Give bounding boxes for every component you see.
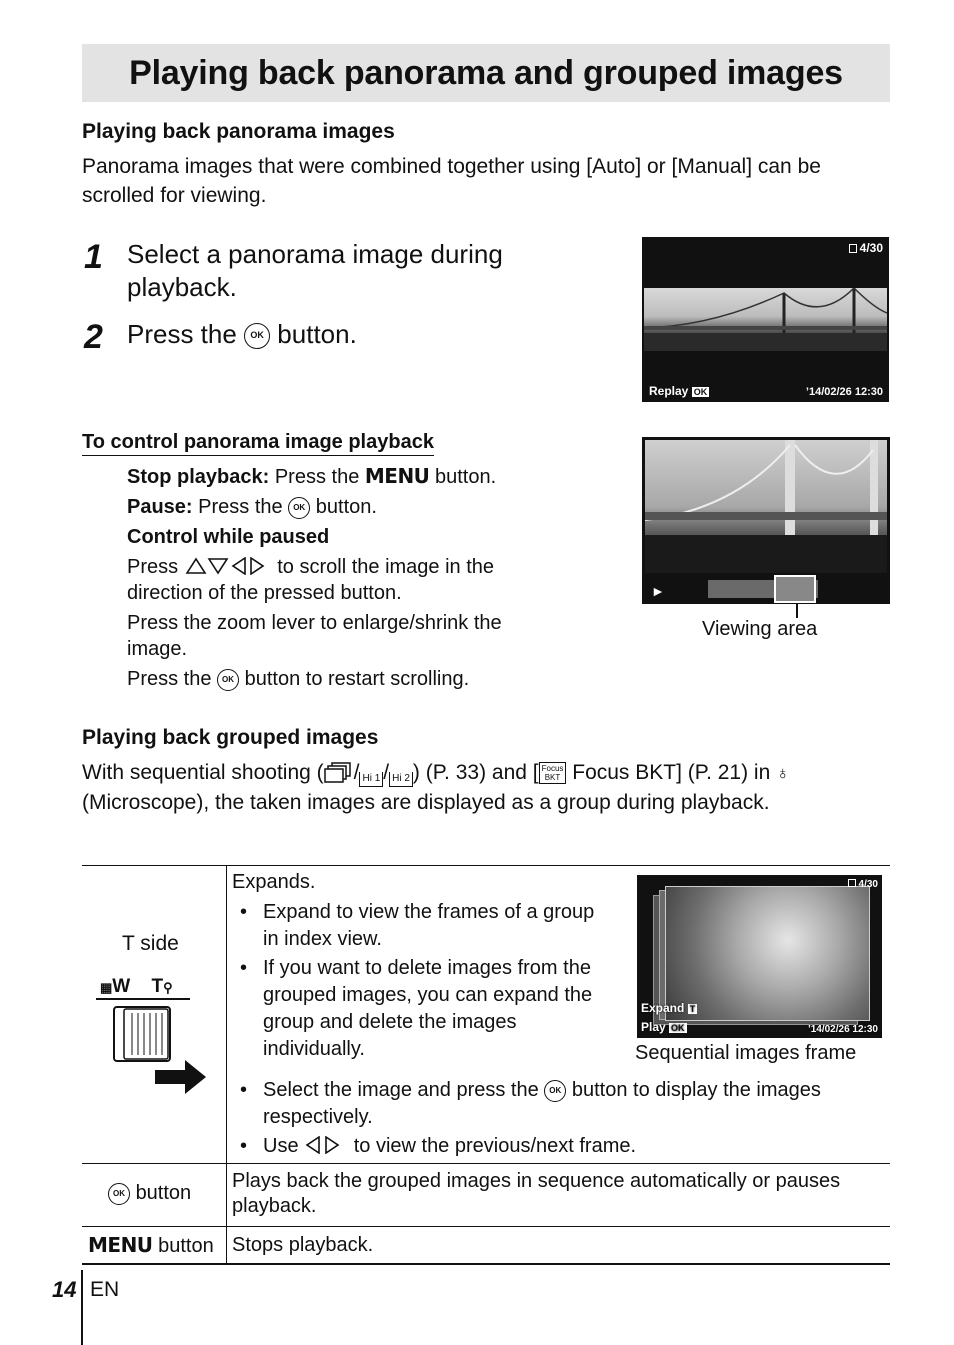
panorama-intro: Panorama images that were combined together using [Auto] or [Manual] can be scrolled for viewing. — [82, 155, 821, 207]
viewing-area-pointer — [796, 604, 798, 618]
sequential-screen — [637, 875, 882, 1038]
expand-label: Expand T — [641, 1001, 696, 1015]
footer-divider — [81, 1270, 83, 1345]
zoom-instruction: Press the zoom lever to enlarge/shrink the image. — [127, 612, 502, 660]
ok-button-icon: OK — [244, 323, 270, 349]
datetime: ’14/02/26 12:30 — [807, 1024, 878, 1035]
pause: Pause: Press the OK button. — [127, 496, 377, 518]
sequential-shooting-icon — [324, 761, 354, 783]
menu-button-description: Stops playback. — [232, 1234, 374, 1256]
table-bottom-rule — [82, 1263, 890, 1265]
expand-bullets-bottom — [232, 1077, 882, 1160]
microscope-icon: ♁ — [776, 763, 790, 783]
ok-button-icon: OK — [217, 669, 239, 691]
datetime: ’14/02/26 12:30 — [805, 386, 883, 398]
step-2-text: Press the OK button. — [127, 319, 357, 349]
left-right-arrows-icon — [304, 1136, 348, 1154]
replay-label: Replay OK — [649, 384, 708, 398]
ok-button-description: Plays back the grouped images in sequence automatically or pauses playback. — [232, 1170, 841, 1217]
focus-bkt-icon: Focus BKT — [539, 762, 567, 784]
control-heading: To control panorama image playback — [82, 431, 434, 456]
table-row-rule — [82, 1163, 890, 1164]
hi2-sequential-icon: Hi 2 — [389, 772, 413, 787]
step-1-number: 1 — [84, 238, 103, 276]
t-side-label: T side — [122, 932, 179, 955]
play-icon: ► — [651, 583, 665, 599]
ok-button-icon: OK — [108, 1183, 130, 1205]
bullet-item: • If you want to delete images from the grouped images, you can expand the group and delete the images individually. — [232, 955, 612, 1063]
stop-playback: Stop playback: Press the MENU button. — [127, 464, 497, 488]
menu-icon: MENU — [364, 464, 430, 488]
grouped-intro: With sequential shooting ( / Hi 1 / Hi 2 ) (P. 33) and [ Focus BKT Focus BKT] (P. 21) in ♁ (Microscope), the taken images are displayed as a group during playback. — [82, 761, 790, 814]
frame-counter: 4/30 — [849, 241, 883, 255]
scroll-instruction: Press to scroll the image in the direction of the pressed button. — [127, 556, 495, 604]
page-number: 14 — [52, 1277, 77, 1302]
table-row-rule — [82, 1226, 890, 1227]
hi1-sequential-icon: Hi 1 — [359, 772, 383, 787]
step-2-number: 2 — [84, 318, 103, 356]
play-label: Play OK — [641, 1020, 685, 1034]
arrow-keys-icon — [184, 557, 272, 575]
table-column-divider — [226, 865, 227, 1263]
magnify-icon: ⚲ — [163, 980, 173, 995]
expand-bullets — [232, 899, 612, 1063]
zoom-lever-labels: ▦W T⚲ — [100, 976, 173, 997]
bullet-item: • Expand to view the frames of a group in index view. — [232, 899, 612, 953]
viewing-area-box — [774, 575, 816, 603]
arrow-right-icon — [155, 1058, 207, 1096]
viewing-area-label: Viewing area — [702, 618, 818, 640]
ok-button-icon: OK — [288, 497, 310, 519]
index-icon: ▦ — [100, 980, 113, 995]
bullet-item: • Use to view the previous/next frame. — [232, 1133, 882, 1160]
sequential-frame-caption: Sequential images frame — [635, 1042, 857, 1064]
lever-guide-line — [96, 998, 190, 1000]
bridge-illustration — [644, 288, 887, 351]
group-icon — [848, 879, 856, 887]
zoomed-photo — [645, 440, 887, 573]
control-list — [127, 463, 567, 692]
menu-button-label: MENU button — [88, 1233, 214, 1257]
bridge-closeup-illustration — [645, 440, 887, 573]
title-bar — [82, 44, 890, 102]
panorama-photo — [644, 288, 887, 351]
bullet-item: • Select the image and press the OK button to display the images respectively. — [232, 1077, 882, 1131]
menu-icon: MENU — [88, 1233, 153, 1257]
panorama-screen — [642, 237, 889, 402]
table-top-rule — [82, 865, 890, 866]
ok-button-icon: OK — [544, 1080, 566, 1102]
grouped-heading: Playing back grouped images — [82, 726, 379, 749]
frame-counter: 4/30 — [848, 879, 878, 890]
language-label: EN — [90, 1278, 120, 1301]
card-icon — [849, 244, 857, 253]
scrolling-screen — [642, 437, 890, 604]
control-while-paused: Control while paused — [127, 526, 330, 548]
expands-cell: Expands. • Expand to view the frames of a group in index view. • If you want to delete images from the grouped images, you can expand the group and delete the images individually. — [232, 869, 612, 1063]
ok-button-label: OK button — [108, 1182, 191, 1205]
zoom-lever-icon — [112, 1003, 174, 1065]
panorama-heading: Playing back panorama images — [82, 120, 395, 143]
page-title: Playing back panorama and grouped images — [129, 53, 843, 92]
step-1-text: Select a panorama image during playback. — [127, 239, 503, 302]
restart-instruction: Press the OK button to restart scrolling. — [127, 668, 470, 690]
